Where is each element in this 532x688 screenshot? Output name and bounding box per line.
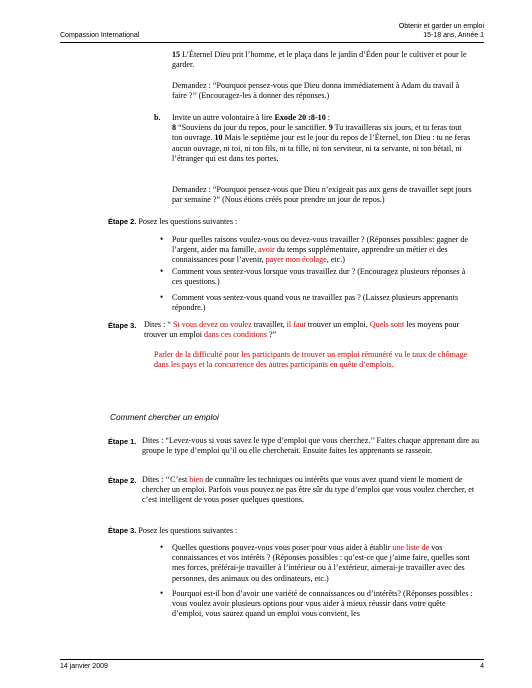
page-number: 4 [480, 663, 484, 670]
header-title-line2: 15-18 ans, Année 1 [423, 32, 484, 39]
list-item: Comment vous sentez-vous quand vous ne travaillez pas ? (Laissez plusieurs apprenants répondre.) [172, 293, 459, 313]
list-item: Pourquoi est-il bon d’avoir une variété de connaissances ou d’intérêts? (Réponses possibles : vous voulez avoir plusieurs options pour vous aider à mieux réussir dans votre quête d’emploi, vous saurez quand un emploi vous convient, les [172, 589, 473, 619]
etape-3b: Étape 3. Posez les questions suivantes : [108, 526, 238, 535]
etape-3 [108, 321, 136, 330]
section-heading: Comment chercher un emploi [110, 412, 219, 422]
list-item: Pour quelles raisons voulez-vous ou devez-vous travailler ? (Réponses possibles: gagner de l’argent, aider ma famille, avoir du temps supplémentaire, apprendre un métier et des connaissances pour l’avenir, payer mon écolage, etc.) [172, 235, 469, 265]
bullet-icon: • [160, 266, 164, 276]
etape-label: Étape 2. [108, 217, 137, 226]
list-marker-b: b. [154, 113, 161, 122]
etape-2b-text: Dites : ‘‘C’est bien de connaître les techniques ou intérêts que vous avez quand vient le moment de chercher un emploi. Parfois vous pouvez ne pas être sûr du type d’emploi que vous voulez chercher, et c’est intelligent de vous poser quelques questions. [142, 475, 475, 505]
etape-2: Étape 2. Posez les questions suivantes : [108, 217, 238, 226]
footer-rule [60, 659, 484, 660]
header-title-line1: Obtenir et garder un emploi [398, 23, 484, 30]
verse-text: L’Éternel Dieu prit l’homme, et le plaça dans le jardin d’Éden pour le cultiver et pour le garder. [172, 50, 467, 70]
list-item: Comment vous sentez-vous lorsque vous travaillez dur ? (Encouragez plusieurs réponses à ces questions.) [172, 267, 466, 287]
etape-label: Étape 3. [108, 526, 137, 535]
etape-3-note: Parler de la difficulté pour les participants de trouver un emploi rémunéré vu le taux de chômage dans les pays et la concurrence des autres participants en quête d’emplois. [154, 350, 468, 370]
exode-passage: Invite un autre volontaire à lire Exode 20 :8-10 : 8 “Souviens du jour du repos, pour le sanctifier. 9 Tu travailleras six jours, et tu feras tout ton ouvrage. 10 Mais le septième jour est le jour du repos de l’Éternel, ton Dieu : tu ne feras aucun ouvrage, ni toi, ni ton fils, ni ta fille, ni ton serviteur, ni ta servante, ni ton bétail, ni l’étranger qui est dans tes portes. [172, 113, 471, 163]
bullet-icon: • [160, 292, 164, 302]
bullet-icon: • [160, 234, 164, 244]
etape-label: Étape 2. [108, 476, 137, 485]
bullet-icon: • [160, 542, 164, 552]
header-rule [60, 42, 484, 43]
etape-label: Étape 3. [108, 321, 137, 330]
header-title [399, 22, 484, 40]
verse-number: 15 [172, 50, 181, 59]
ask-question-1: Demandez : “Pourquoi pensez-vous que Dieu donna immédiatement à Adam du travail à faire ?’’ (Encouragez-les à donner des réponses.) [172, 81, 460, 101]
list-item: Quelles questions pouvez-vous vous poser pour vous aider à établir une liste de vos connaissances et vos intérêts ? (Réponses possibles : qu’est-ce que j’aime faire, quelles sont mes forces, préférai-je travailler à l’intérieur ou à l’extérieur, aimerai-je travailler avec des personnes, des animaux ou des ordinateurs, etc.) [172, 543, 470, 583]
ask-question-2: Demandez : “Pourquoi pensez-vous que Dieu n’exigeait pas aux gens de travailler sept jours par semaine ?” (Nous étions créés pour prendre un jour de repos.) [172, 185, 472, 205]
etape-2b [108, 476, 136, 485]
scripture-ref: Exode 20 :8-10 [274, 113, 326, 122]
header-org: Compassion International [60, 32, 140, 39]
footer-date: 14 janvier 2009 [60, 663, 108, 670]
etape-3-text: Dites : “ Si vous devez ou voulez travailler, il faut trouver un emploi. Quels sont les moyens pour trouver un emploi dans ces conditions ?” [144, 320, 460, 340]
etape-label: Étape 1. [108, 437, 137, 446]
bullet-icon: • [160, 588, 164, 598]
verse-15 [172, 50, 472, 70]
etape-1 [108, 437, 136, 446]
etape-1-text: Dites : “Levez-vous si vous savez le type d’emploi que vous cherchez.’’ Faites chaque apprenant dire au groupe le type d’emploi qu’il ou elle chercherait. Ensuite faites les apprenants se rasseoir. [142, 436, 480, 456]
